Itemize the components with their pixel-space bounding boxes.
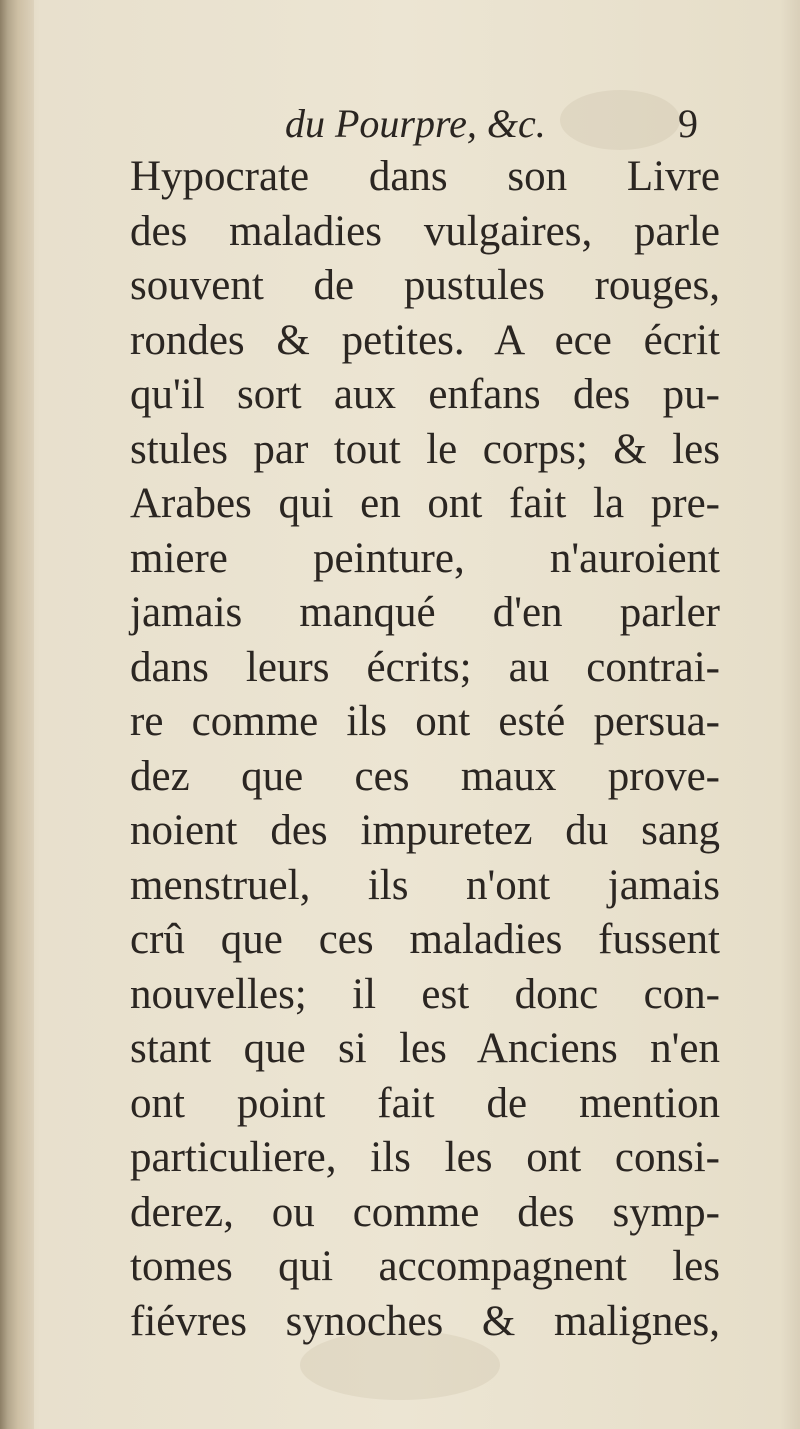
binding-edge — [0, 0, 34, 1429]
text-line: fiévres synoches & malignes, — [130, 1297, 720, 1345]
text-line: qu'il sort aux enfans des pu- — [130, 371, 720, 418]
text-line: stules par tout le corps; & les — [130, 425, 720, 473]
text-line: derez, ou comme des symp- — [130, 1188, 720, 1236]
page-header — [0, 100, 800, 150]
text-line: miere peinture, n'auroient — [130, 534, 720, 582]
page-number: 9 — [678, 101, 698, 146]
text-line: stant que si les Anciens n'en — [130, 1025, 720, 1072]
body-text — [130, 150, 720, 1349]
text-line: Hypocrate dans son Livre — [130, 153, 720, 200]
text-line: des maladies vulgaires, parle — [130, 207, 720, 255]
text-line: menstruel, ils n'ont jamais — [130, 861, 720, 909]
running-title: du Pourpre, &c. — [285, 101, 546, 146]
text-line: re comme ils ont esté persua- — [130, 698, 720, 745]
text-line: Arabes qui en ont fait la pre- — [130, 480, 720, 527]
text-line: jamais manqué d'en parler — [130, 589, 720, 636]
text-line: noient des impuretez du sang — [130, 807, 720, 854]
text-line: crû que ces maladies fussent — [130, 916, 720, 963]
text-line: souvent de pustules rouges, — [130, 262, 720, 309]
text-line: dans leurs écrits; au contrai- — [130, 643, 720, 691]
text-line: nouvelles; il est donc con- — [130, 970, 720, 1018]
text-line: ont point fait de mention — [130, 1079, 720, 1127]
text-line: particuliere, ils les ont consi- — [130, 1134, 720, 1181]
text-line: tomes qui accompagnent les — [130, 1243, 720, 1290]
text-line: dez que ces maux prove- — [130, 752, 720, 800]
text-line: rondes & petites. A ece écrit — [130, 316, 720, 364]
